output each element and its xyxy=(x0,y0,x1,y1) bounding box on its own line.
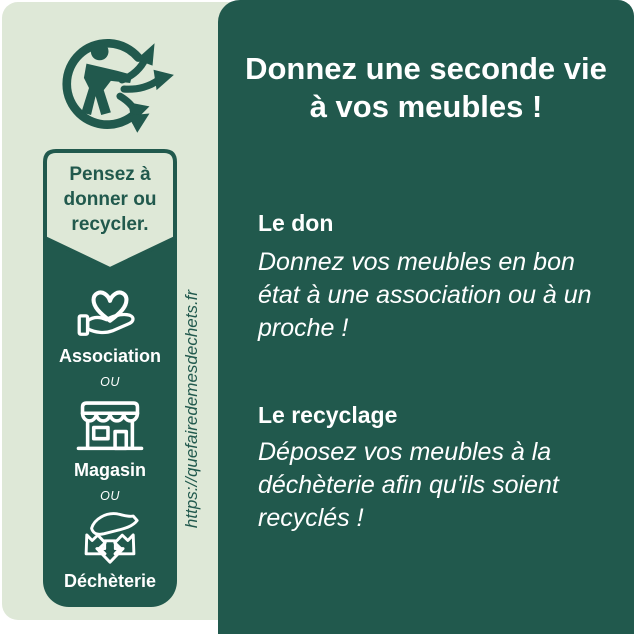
reminder-banner-text xyxy=(43,162,177,237)
option-label-magasin: Magasin xyxy=(73,460,147,480)
section-body-le-recyclage xyxy=(258,436,559,535)
option-label-association: Association xyxy=(58,346,162,366)
or-separator: OU xyxy=(100,489,120,503)
section-body-line: état à une association ou à un xyxy=(258,281,592,309)
reminder-banner-line: Pensez à xyxy=(69,164,151,185)
section-body-le-don xyxy=(258,246,592,345)
page-title-line: Donnez une seconde vie xyxy=(245,51,607,86)
reminder-banner-line: recycler. xyxy=(71,214,149,235)
triman-recycling-logo-icon xyxy=(58,34,182,138)
waste-sorting-hand-icon xyxy=(43,504,177,568)
section-body-line: recyclés ! xyxy=(258,504,364,532)
section-body-line: proche ! xyxy=(258,314,349,342)
page-title xyxy=(218,50,634,126)
store-icon xyxy=(43,398,177,457)
section-heading-le-don: Le don xyxy=(258,210,334,236)
page-title-line: à vos meubles ! xyxy=(309,89,543,124)
heart-in-hand-icon xyxy=(43,281,177,341)
section-body-line: déchèterie afin qu'ils soient xyxy=(258,471,559,499)
website-url: https://quefairedemesdechets.fr xyxy=(182,289,201,529)
section-body-line: Déposez vos meubles à la xyxy=(258,438,552,466)
option-label-dechetterie: Déchèterie xyxy=(63,571,157,591)
or-separator: OU xyxy=(100,375,120,389)
section-body-line: Donnez vos meubles en bon xyxy=(258,248,575,276)
reminder-banner-line: donner ou xyxy=(63,189,157,210)
section-heading-le-recyclage: Le recyclage xyxy=(258,402,398,428)
